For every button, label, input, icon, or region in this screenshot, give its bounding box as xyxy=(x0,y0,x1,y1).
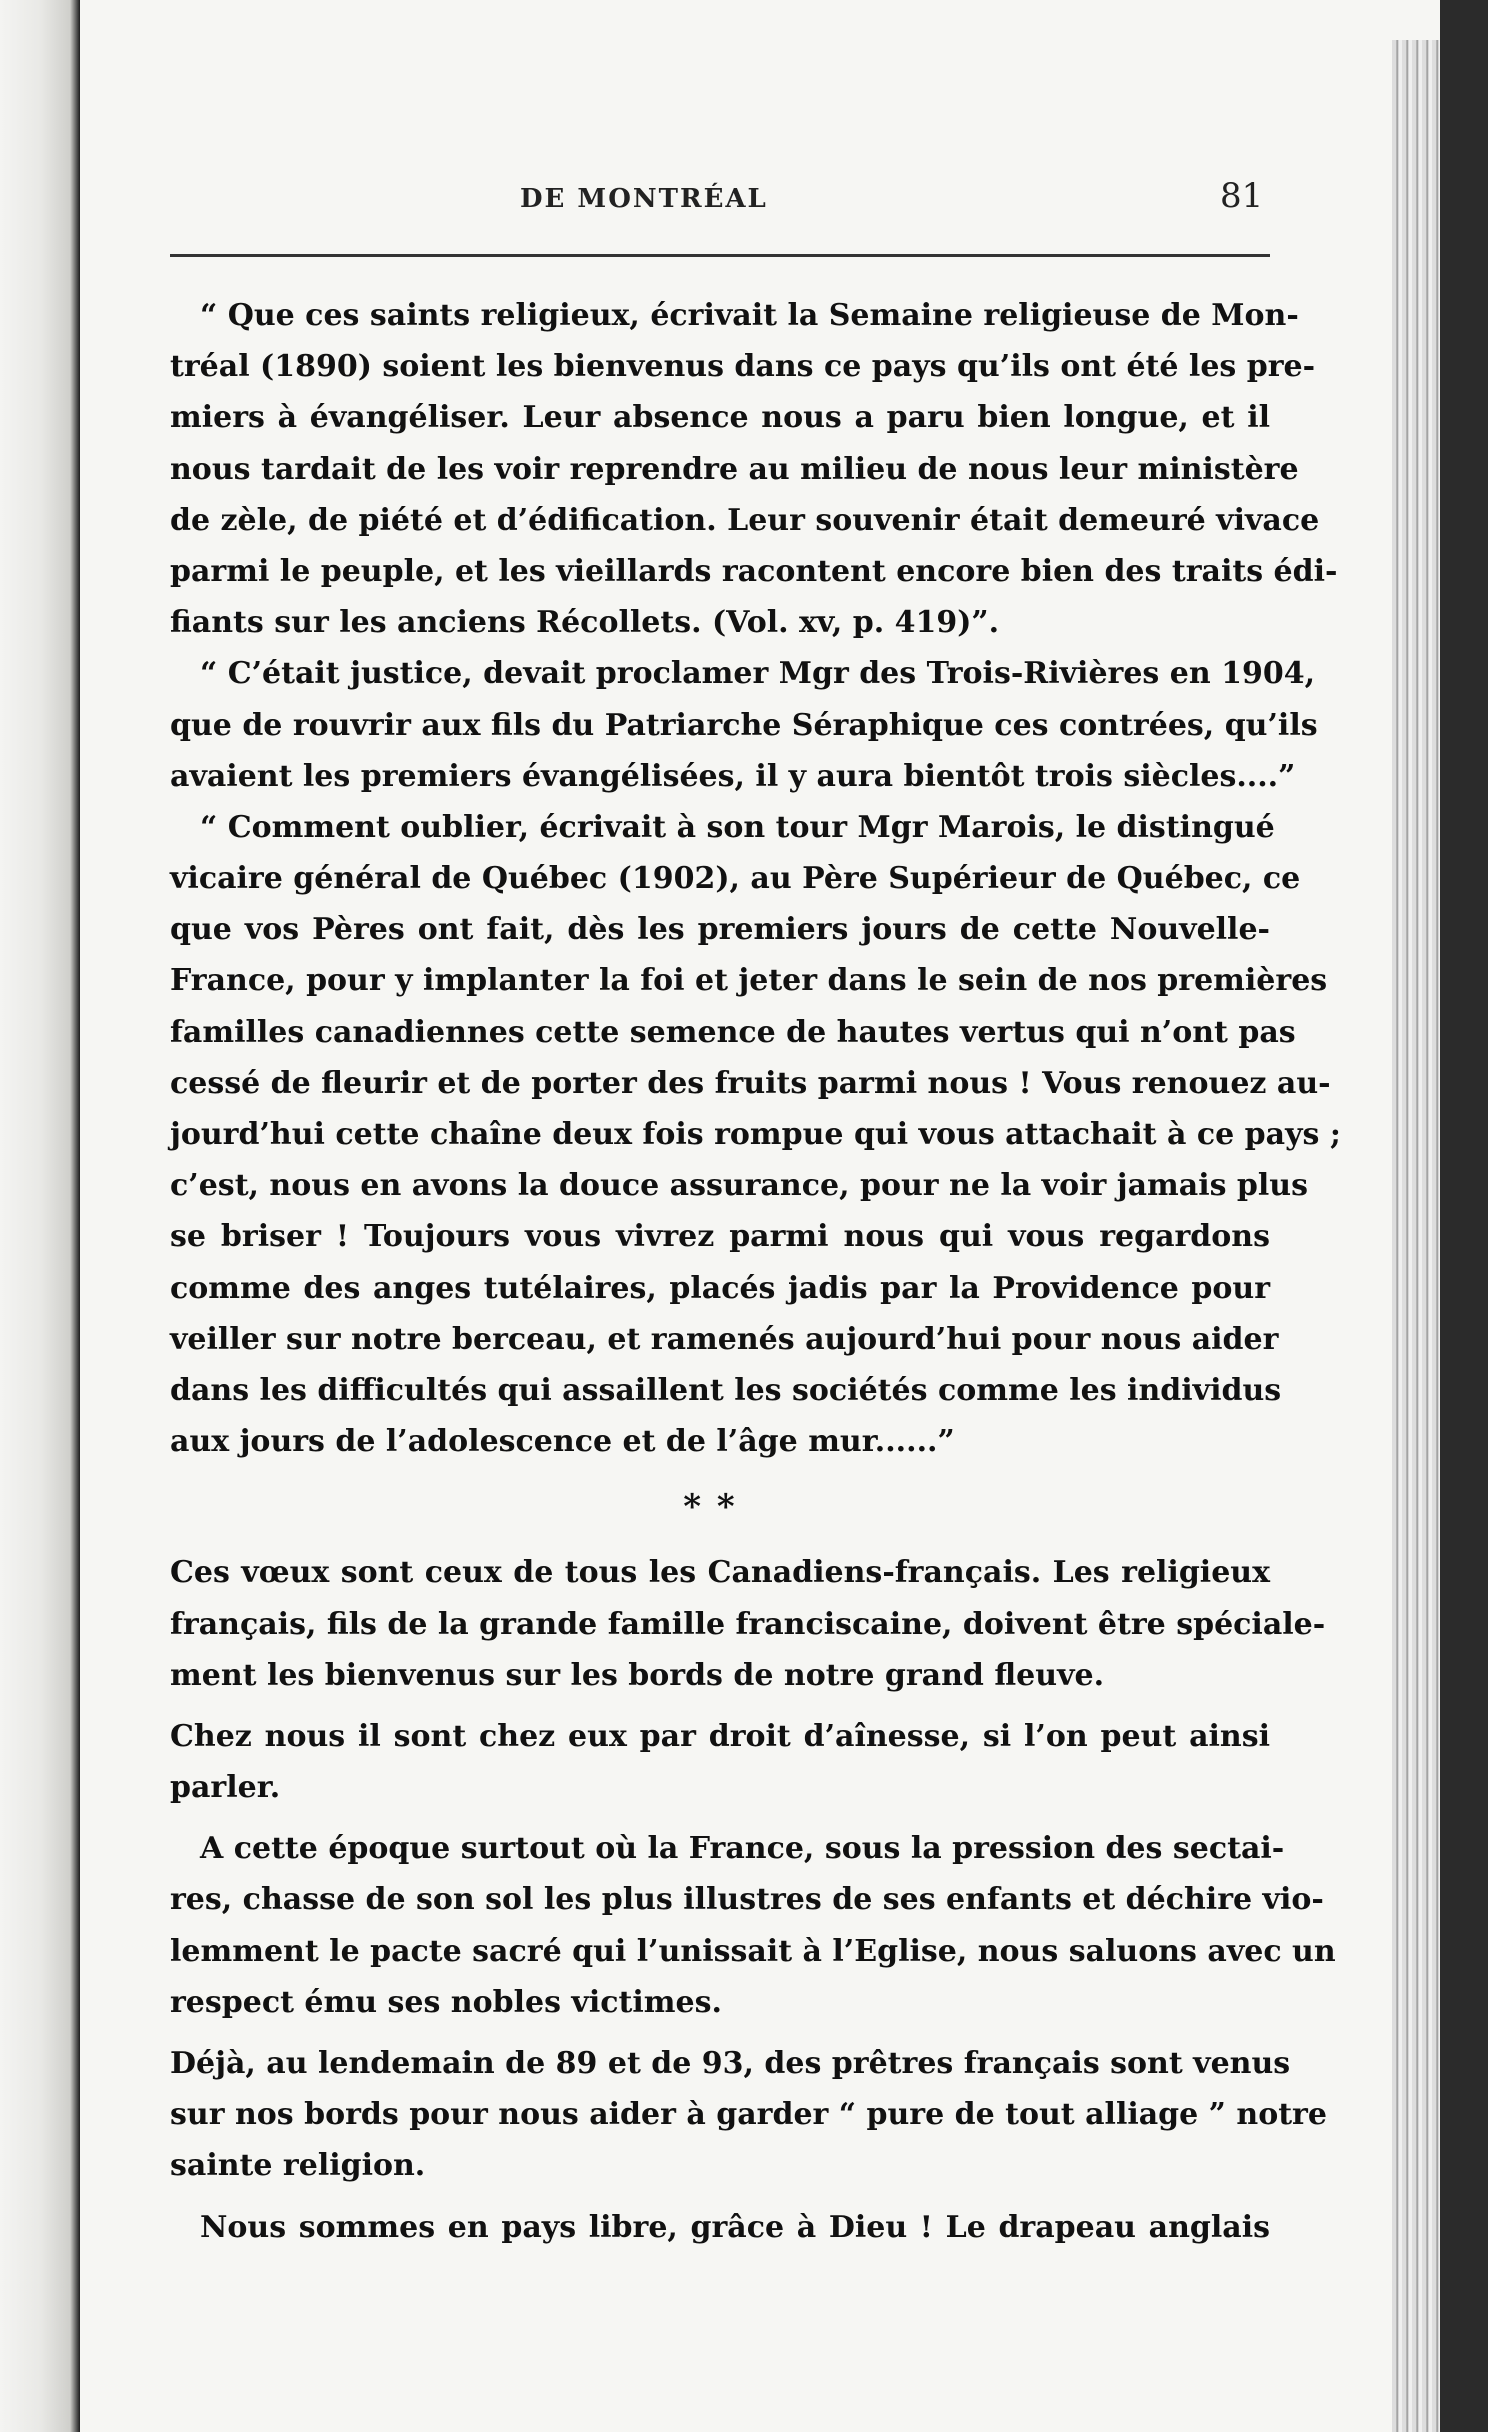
text-line: France, pour y implanter la foi et jeter dans le sein de nos premières xyxy=(170,963,1328,999)
text-line: “ Que ces saints religieux, écrivait la Semaine religieuse de Mon- xyxy=(200,298,1299,333)
text-line: tréal (1890) soient les bienvenus dans ce pays qu’ils ont été les pre- xyxy=(170,349,1316,385)
text-line: Ces vœux sont ceux de tous les Canadiens-français. Les religieux xyxy=(170,1555,1270,1591)
text-line: sur nos bords pour nous aider à garder “ pure de tout alliage ” notre xyxy=(170,2097,1327,2133)
text-line: nous tardait de les voir reprendre au milieu de nous leur ministère xyxy=(170,451,1299,487)
paragraph-gap xyxy=(170,2192,1270,2202)
text-line: se briser ! Toujours vous vivrez parmi nous qui vous regardons xyxy=(170,1219,1270,1255)
text-line: familles canadiennes cette semence de hautes vertus qui n’ont pas xyxy=(170,1014,1296,1050)
text-line: miers à évangéliser. Leur absence nous a paru bien longue, et il xyxy=(170,400,1270,436)
text-line: avaient les premiers évangélisées, il y aura bientôt trois siècles....” xyxy=(170,758,1296,794)
page-number: 81 xyxy=(1220,176,1264,216)
text-line: parler. xyxy=(170,1770,281,1806)
text-line: français, fils de la grande famille franciscaine, doivent être spéciale- xyxy=(170,1606,1326,1642)
paragraph-gap xyxy=(170,1701,1270,1711)
text-line: Nous sommes en pays libre, grâce à Dieu ! Le drapeau anglais xyxy=(200,2209,1270,2245)
paragraph-gap xyxy=(170,2028,1270,2038)
paragraph-gap xyxy=(170,1813,1270,1823)
text-line: jourd’hui cette chaîne deux fois rompue qui vous attachait à ce pays ; xyxy=(170,1117,1341,1152)
facing-page-edge xyxy=(0,0,80,2432)
text-line: veiller sur notre berceau, et ramenés aujourd’hui pour nous aider xyxy=(170,1321,1279,1357)
text-line: parmi le peuple, et les vieillards racontent encore bien des traits édi- xyxy=(170,553,1338,589)
text-line: comme des anges tutélaires, placés jadis par la Providence pour xyxy=(170,1270,1270,1306)
text-line: c’est, nous en avons la douce assurance, pour ne la voir jamais plus xyxy=(170,1168,1309,1204)
text-line: lemment le pacte sacré qui l’unissait à l’Eglise, nous saluons avec un xyxy=(170,1933,1336,1969)
text-line: Chez nous il sont chez eux par droit d’aînesse, si l’on peut ainsi xyxy=(170,1718,1270,1754)
text-line: cessé de fleurir et de porter des fruits parmi nous ! Vous renouez au- xyxy=(170,1065,1331,1101)
text-line: respect ému ses nobles victimes. xyxy=(170,1984,722,2020)
text-line: ment les bienvenus sur les bords de notre grand fleuve. xyxy=(170,1657,1105,1693)
running-head: DE MONTRÉAL xyxy=(520,184,768,214)
text-line: dans les difficultés qui assaillent les sociétés comme les individus xyxy=(170,1372,1282,1408)
text-line: fiants sur les anciens Récollets. (Vol. xv, p. 419)”. xyxy=(170,605,1000,641)
text-line: sainte religion. xyxy=(170,2148,426,2184)
text-line: que vos Pères ont fait, dès les premiers jours de cette Nouvelle- xyxy=(170,912,1270,948)
text-line: que de rouvrir aux fils du Patriarche Séraphique ces contrées, qu’ils xyxy=(170,707,1318,743)
page-stack-edges xyxy=(1392,40,1440,2432)
body-text xyxy=(170,290,1341,2253)
text-line: de zèle, de piété et d’édification. Leur souvenir était demeuré vivace xyxy=(170,502,1320,538)
text-line: “ Comment oublier, écrivait à son tour Mgr Marois, le distingué xyxy=(200,809,1275,845)
header-rule xyxy=(170,254,1270,257)
section-asterism: * * xyxy=(683,1487,737,1528)
text-line: Déjà, au lendemain de 89 et de 93, des prêtres français sont venus xyxy=(170,2046,1291,2081)
text-line: vicaire général de Québec (1902), au Père Supérieur de Québec, ce xyxy=(170,861,1301,897)
text-line: res, chasse de son sol les plus illustres de ses enfants et déchire vio- xyxy=(170,1882,1324,1918)
text-line: “ C’était justice, devait proclamer Mgr des Trois-Rivières en 1904, xyxy=(200,656,1316,692)
text-line: A cette époque surtout où la France, sous la pression des sectai- xyxy=(200,1831,1285,1867)
text-line: aux jours de l’adolescence et de l’âge mur......” xyxy=(170,1424,955,1460)
